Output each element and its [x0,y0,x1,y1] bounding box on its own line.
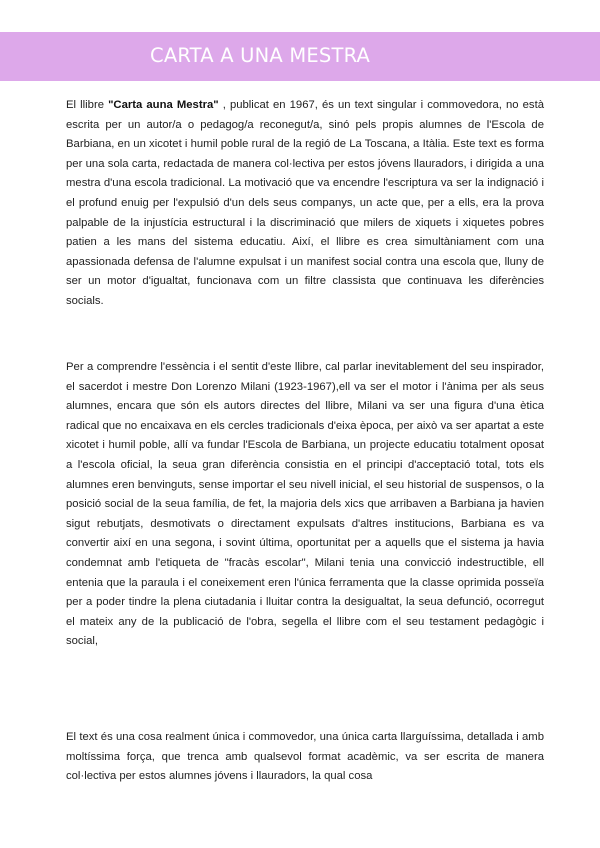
paragraph-lead: El llibre [66,99,109,111]
document-title: CARTA A UNA MESTRA [150,44,371,67]
paragraph-text-description: El text és una cosa realment única i commovedor, una única carta llarguíssima, detallada i amb moltíssima força, que trenca amb qualsevol format acadèmic, va ser escrita de manera col·lectiva per estos alumnes jóvens i llauradors, la qual cosa [66,731,544,783]
paragraph-introduction [66,96,544,312]
paragraph-milani: Per a comprendre l'essència i el sentit d'este llibre, cal parlar inevitablement del seu inspirador, el sacerdot i mestre Don Lorenzo Milani (1923-1967),ell va ser el motor i l'ànima per als seus alumnes, encara que són els autors directes del llibre, Milani va ser una figura d'una ètica radical que no encaixava en els cercles tradicionals d'eixa època, per això va ser apartat a este xicotet i humil poble, allí va fundar l'Escola de Barbiana, un projecte educatiu totalment oposat a l'escola oficial, la seua gran diferència consistia en el principi d'acceptació total, tots els alumnes eren benvinguts, sense importar el seu nivell inicial, el seu historial de suspensos, o la posició social de la seua família, de fet, la majoria dels xics que arribaven a Barbiana ja havien sigut rebutjats, desmotivats o directament expulsats d'altres institucions, Barbiana es va convertir així en una segona, i sovint última, oportunitat per a aquells que el sistema ja havia condemnat amb l'etiqueta de "fracàs escolar", Milani tenia una convicció indestructible, ell entenia que la paraula i el coneixement eren l'única ferramenta que la classe oprimida posseïa per a poder tindre la plena ciutadania i lluitar contra la desigualtat, la seua defunció, ocorregut el mateix any de la publicació de l'obra, segella el llibre com el seu testament pedagògic i social, [66,361,544,648]
title-banner [0,32,600,81]
paragraph-body: , publicat en 1967, és un text singular i commovedora, no està escrita per un autor/a o pedagog/a reconegut/a, sinó pels propis alumnes de l'Escola de Barbiana, en un xicotet i humil poble rural de la regió de La Toscana, a Itàlia. Este text es forma per una sola carta, redactada de manera col·lectiva per estos jóvens llauradors, i dirigida a una mestra d'una escola tradicional. La motivació que va encendre l'escriptura va ser la indignació i el profund enuig per l'expulsió d'un dels seus companys, un acte que, per a ells, era la prova palpable de la injustícia estructural i la discriminació que milers de xiquets i xiquetes pobres patien a les mans del sistema educatiu. Així, el llibre es crea simultàniament com una apassionada defensa de l'alumne expulsat i un manifest social contra una escola que, lluny de ser un motor d'igualtat, funcionava com un filtre classista que continuava les diferències socials. [66,99,544,307]
book-title: "Carta auna Mestra" [108,99,219,111]
